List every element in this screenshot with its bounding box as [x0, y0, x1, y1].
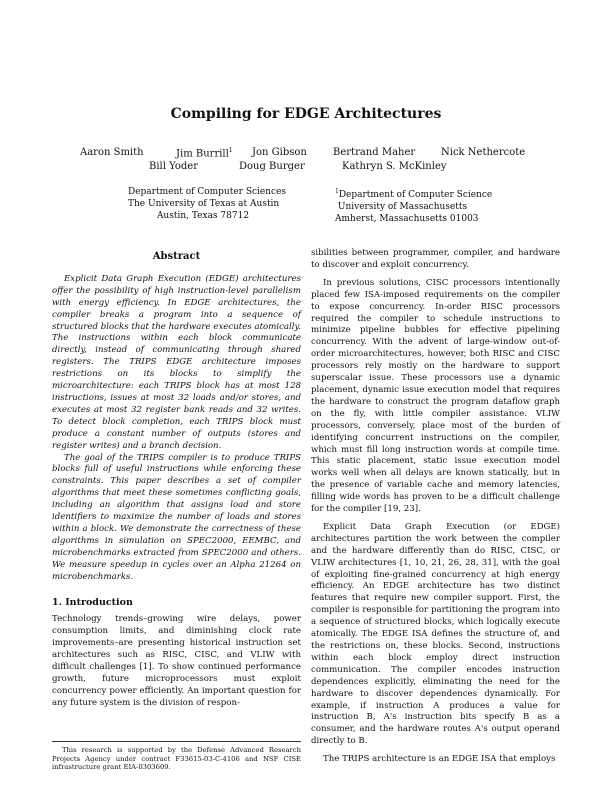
author-bertrand-maher: Bertrand Maher	[333, 147, 416, 158]
paper-title: Compiling for EDGE Architectures	[170, 106, 442, 122]
author-bill-yoder: Bill Yoder	[149, 161, 198, 172]
introduction-continued: sibilities between programmer, compiler, and hardware to discover and exploit concurrency.	[311, 248, 560, 270]
affiliation-umass: $^1$Department of Computer Science University of Massachusetts Amherst, Massachusetts 01003	[335, 188, 493, 224]
abstract-paragraph-1: Explicit Data Graph Execution (EDGE) architectures offer the possibility of high instruction-level parallelism with energy efficiency. In EDGE architectures, the compiler breaks a program into a sequence of structured blocks that the hardware executes atomically. The instructions within each block communicate directly, instead of communicating through shared registers. The TRIPS EDGE architecture imposes restrictions on its blocks to simplify the microarchitecture: each TRIPS block has at most 128 instructions, issues at most 32 loads and/or stores, and executes at most 32 register bank reads and 32 writes. To detect block completion, each TRIPS block must produce a constant number of outputs (stores and register writes) and a branch decision.	[52, 273, 301, 451]
author-doug-burger: Doug Burger	[239, 161, 305, 172]
funding-footnote: This research is supported by the Defense Advanced Research Projects Agency under contract F33615-03-C-4106 and NSF CISE infrastructure grant EIA-0303609.	[52, 741, 301, 772]
author-jim-burrill: Jim Burrill$^1$	[176, 147, 233, 160]
affiliation-texas: Department of Computer Sciences The University of Texas at Austin Austin, Texas 78712	[128, 187, 287, 221]
right-column	[311, 248, 560, 766]
author-aaron-smith: Aaron Smith	[80, 147, 144, 158]
author-jon-gibson: Jon Gibson	[252, 147, 307, 158]
introduction-paragraph-1: Technology trends–growing wire delays, power consumption limits, and diminishing clock rate improvements–are presenting historical instruction set architectures such as RISC, CISC, and VLIW with difficult challenges [1]. To show continued performance growth, future microprocessors must exploit concurrency power efficiently. An important question for any future system is the division of respon-	[52, 614, 301, 708]
author-kathryn-mckinley: Kathryn S. McKinley	[342, 161, 447, 172]
affiliation-mark: 1	[228, 147, 233, 154]
abstract-heading: Abstract	[152, 251, 201, 262]
introduction-paragraph-4: The TRIPS architecture is an EDGE ISA that employs	[323, 754, 556, 765]
abstract-section	[52, 251, 301, 583]
introduction-paragraph-2: In previous solutions, CISC processors intentionally placed few ISA-imposed requirements on the compiler to expose concurrency. In-order RISC processors required the compiler to schedule instructions to minimize pipeline bubbles for effective pipelining concurrency. With the advent of large-window out-of-order microarchitectures, however, both RISC and CISC processors rely mostly on the hardware to support superscalar issue. These processors use a dynamic placement, dynamic issue execution model that requires the hardware to construct the program dataflow graph on the fly, with little compiler assistance. VLIW processors, conversely, place most of the burden of identifying concurrent instructions on the compiler, which must fill long instruction words at compile time. This static placement, static issue execution model works well when all delays are known statically, but in the presence of variable cache and memory latencies, filling wide words has proven to be a difficult challenge for the compiler [19, 23].	[311, 277, 560, 515]
left-column	[52, 251, 301, 710]
abstract-paragraph-2: The goal of the TRIPS compiler is to produce TRIPS blocks full of useful instructions while enforcing these constraints. This paper describes a set of compiler algorithms that meet these sometimes conflicting goals, including an algorithm that assigns load and store identifiers to maximize the number of loads and stores within a block. We demonstrate the correctness of these algorithms in simulation on SPEC2000, EEMBC, and microbenchmarks extracted from SPEC2000 and others. We measure speedup in cycles over an Alpha 21264 on microbenchmarks.	[52, 452, 301, 582]
introduction-paragraph-3: Explicit Data Graph Execution (or EDGE) architectures partition the work between the compiler and the hardware differently than do RISC, CISC, or VLIW architectures [1, 10, 21, 26, 28, 31], with the goal of exploiting fine-grained concurrency at high energy efficiency. An EDGE architecture has two distinct features that require new compiler support. First, the compiler is responsible for partitioning the program into a sequence of structured blocks, which logically execute atomically. The EDGE ISA defines the structure of, and the restrictions on, these blocks. Second, instructions within each block employ direct instruction communication. The compiler encodes instruction dependences explicitly, eliminating the need for the hardware to discover dependences dynamically. For example, if instruction A produces a value for instruction B, A's instruction bits specify B as a consumer, and the hardware routes A's output operand directly to B.	[311, 521, 560, 747]
author-nick-nethercote: Nick Nethercote	[441, 147, 526, 158]
introduction-heading: 1. Introduction	[52, 597, 133, 609]
